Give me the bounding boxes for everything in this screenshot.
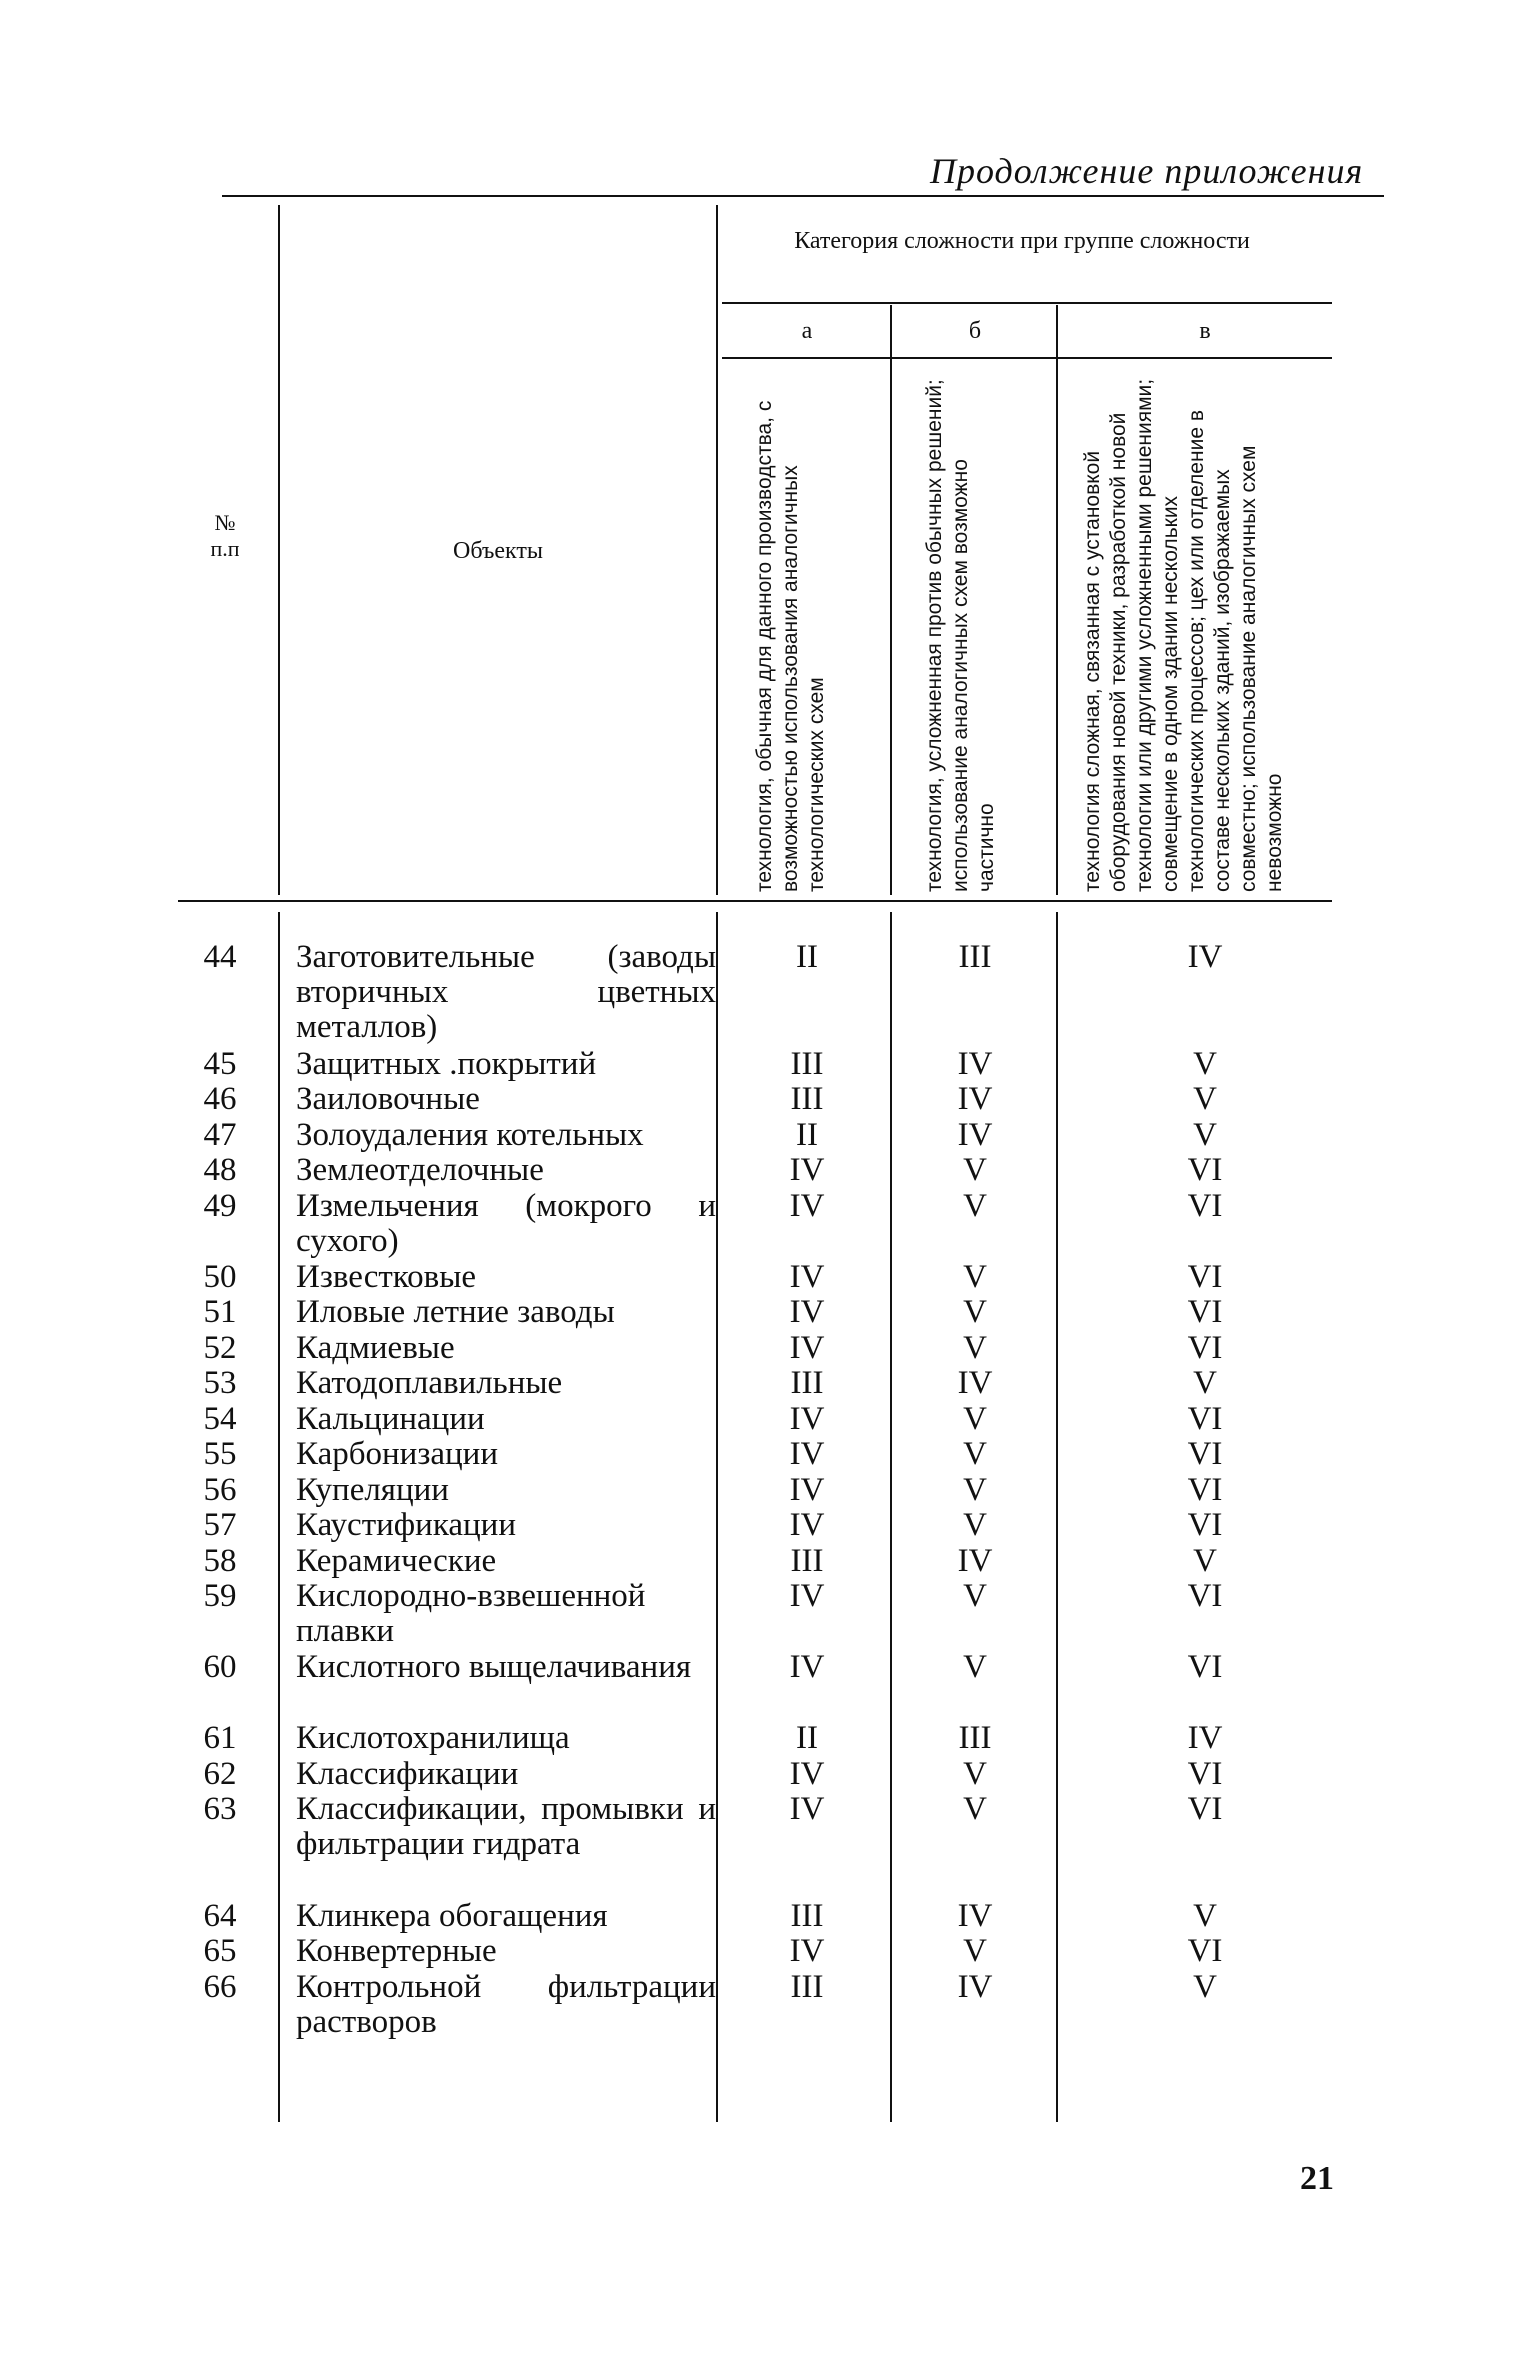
category-b: V bbox=[963, 1152, 987, 1188]
category-a: IV bbox=[789, 1258, 825, 1295]
category-c: IV bbox=[1187, 1720, 1223, 1756]
category-a: III bbox=[790, 1365, 824, 1401]
category-a: II bbox=[796, 939, 818, 975]
category-b: V bbox=[963, 1578, 987, 1614]
category-b: IV bbox=[957, 1045, 993, 1082]
category-c: V bbox=[1193, 1045, 1217, 1082]
category-a: III bbox=[790, 1897, 824, 1934]
desc-a-cell bbox=[752, 362, 862, 892]
object-name: Землеотделочные bbox=[296, 1152, 544, 1188]
col-rule-1-body bbox=[278, 912, 280, 2122]
object-name: Классификации bbox=[296, 1755, 519, 1792]
row-number: 58 bbox=[203, 1542, 237, 1579]
row-number: 50 bbox=[203, 1258, 237, 1295]
category-c: VI bbox=[1187, 1755, 1223, 1792]
category-c: V bbox=[1193, 1897, 1217, 1934]
row-number: 53 bbox=[203, 1365, 237, 1401]
category-b: V bbox=[963, 1294, 987, 1330]
row-number: 62 bbox=[203, 1755, 237, 1792]
category-b: IV bbox=[957, 1897, 993, 1934]
object-name: Кадмиевые bbox=[296, 1329, 455, 1366]
row-number: 47 bbox=[203, 1116, 237, 1153]
row-number: 55 bbox=[203, 1436, 237, 1472]
object-name: Кислородно-взвешенной плавки bbox=[296, 1578, 646, 1649]
category-b: IV bbox=[957, 1081, 993, 1117]
desc-c: технология сложная, связанная с установкой оборудования новой техники, разработкой новой технологии или другими усложненными решениями; совмещение в одном здании нескольких технологических процессов; цех или отделение в составе нескольких зданий, изображаемых совместно; использование аналогичных схем невозможно bbox=[1081, 378, 1286, 892]
category-c: V bbox=[1193, 1542, 1217, 1579]
header-bottom-rule bbox=[178, 900, 1332, 902]
object-name: Каустификации bbox=[296, 1507, 516, 1543]
object-name: Иловые летние заводы bbox=[296, 1294, 615, 1330]
running-head: Продолжение приложения bbox=[930, 151, 1364, 191]
col-rule-2-body bbox=[716, 912, 718, 2122]
header-number-label: № п.п bbox=[210, 510, 240, 561]
header-category-title: Категория сложности при группе сложности bbox=[794, 228, 1250, 254]
category-a: IV bbox=[789, 1791, 825, 1827]
col-rule-3-header bbox=[890, 305, 892, 895]
category-b: V bbox=[963, 1436, 987, 1472]
row-number: 45 bbox=[203, 1045, 237, 1082]
category-c: VI bbox=[1187, 1329, 1223, 1366]
desc-b: технология, усложненная против обычных решений; использование аналогичных схем возможно частично bbox=[923, 379, 998, 892]
header-sub-c: в bbox=[1199, 318, 1211, 344]
category-c: VI bbox=[1187, 1791, 1223, 1827]
object-name: Классификации, промывки и фильтрации гидрата bbox=[296, 1791, 716, 1862]
category-a: III bbox=[790, 1081, 824, 1117]
desc-c-cell bbox=[1080, 362, 1320, 892]
category-b: IV bbox=[957, 1968, 993, 2005]
top-rule bbox=[222, 195, 1384, 197]
row-number: 59 bbox=[203, 1578, 237, 1614]
category-a: IV bbox=[789, 1187, 825, 1224]
row-number: 57 bbox=[203, 1507, 237, 1543]
object-name: Известковые bbox=[296, 1258, 477, 1295]
category-a: IV bbox=[789, 1578, 825, 1614]
category-c: V bbox=[1193, 1968, 1217, 2005]
object-name: Защитных .покрытий bbox=[296, 1045, 597, 1082]
category-a: II bbox=[796, 1720, 818, 1756]
category-c: VI bbox=[1187, 1507, 1223, 1543]
category-b: V bbox=[963, 1471, 987, 1508]
category-b: V bbox=[963, 1649, 987, 1685]
category-a: IV bbox=[789, 1294, 825, 1330]
col-rule-4-header bbox=[1056, 305, 1058, 895]
desc-b-cell bbox=[922, 362, 1032, 892]
row-number: 49 bbox=[203, 1187, 237, 1224]
object-name: Катодоплавильные bbox=[296, 1365, 563, 1401]
category-a: IV bbox=[789, 1400, 825, 1437]
object-name: Клинкера обогащения bbox=[296, 1897, 608, 1934]
category-b: V bbox=[963, 1755, 987, 1792]
category-a: IV bbox=[789, 1933, 825, 1969]
col-rule-4-body bbox=[1056, 912, 1058, 2122]
desc-a: технология, обычная для данного производства, с возможностью использования аналогичных технологических схем bbox=[753, 400, 828, 892]
category-a: IV bbox=[789, 1471, 825, 1508]
object-name: Золоудаления котельных bbox=[296, 1116, 644, 1153]
row-number: 48 bbox=[203, 1152, 237, 1188]
object-name: Карбонизации bbox=[296, 1436, 498, 1472]
category-a: III bbox=[790, 1045, 824, 1082]
category-b: IV bbox=[957, 1116, 993, 1153]
object-name: Измельчения (мокрого и сухого) bbox=[296, 1187, 716, 1259]
category-c: VI bbox=[1187, 1649, 1223, 1685]
category-b: V bbox=[963, 1258, 987, 1295]
category-b: V bbox=[963, 1400, 987, 1437]
category-a: IV bbox=[789, 1755, 825, 1792]
category-rule bbox=[722, 302, 1332, 304]
category-b: V bbox=[963, 1329, 987, 1366]
object-name: Заиловочные bbox=[296, 1081, 480, 1117]
object-name: Кислотного выщелачивания bbox=[296, 1649, 692, 1685]
header-objects-label: Объекты bbox=[453, 538, 543, 564]
category-c: V bbox=[1193, 1365, 1217, 1401]
category-b: V bbox=[963, 1507, 987, 1543]
category-b: III bbox=[958, 1720, 992, 1756]
category-b: V bbox=[963, 1933, 987, 1969]
col-rule-1-header bbox=[278, 205, 280, 895]
category-c: VI bbox=[1187, 1578, 1223, 1614]
category-a: IV bbox=[789, 1329, 825, 1366]
object-name: Кальцинации bbox=[296, 1400, 485, 1437]
category-b: V bbox=[963, 1791, 987, 1827]
category-b: V bbox=[963, 1187, 987, 1224]
category-a: IV bbox=[789, 1436, 825, 1472]
row-number: 64 bbox=[203, 1897, 237, 1934]
category-c: VI bbox=[1187, 1933, 1223, 1969]
row-number: 66 bbox=[203, 1968, 237, 2005]
row-number: 51 bbox=[203, 1294, 237, 1330]
category-c: VI bbox=[1187, 1258, 1223, 1295]
row-number: 44 bbox=[203, 939, 237, 975]
object-name: Заготовительные (заводы вторичных цветных металлов) bbox=[296, 939, 716, 1045]
category-c: VI bbox=[1187, 1294, 1223, 1330]
category-b: IV bbox=[957, 1365, 993, 1401]
category-c: VI bbox=[1187, 1400, 1223, 1437]
object-name: Керамические bbox=[296, 1542, 497, 1579]
category-a: II bbox=[796, 1116, 818, 1153]
category-a: III bbox=[790, 1968, 824, 2005]
row-number: 54 bbox=[203, 1400, 237, 1437]
object-name: Купеляции bbox=[296, 1471, 449, 1508]
category-a: IV bbox=[789, 1152, 825, 1188]
header-sub-b: б bbox=[968, 318, 982, 344]
category-c: V bbox=[1193, 1081, 1217, 1117]
sub-header-rule bbox=[722, 357, 1332, 359]
category-c: VI bbox=[1187, 1152, 1223, 1188]
category-b: IV bbox=[957, 1542, 993, 1579]
category-c: VI bbox=[1187, 1471, 1223, 1508]
row-number: 60 bbox=[203, 1649, 237, 1685]
header-sub-a: а bbox=[801, 318, 813, 344]
row-number: 52 bbox=[203, 1329, 237, 1366]
category-c: VI bbox=[1187, 1436, 1223, 1472]
row-number: 61 bbox=[203, 1720, 237, 1756]
col-rule-2-header bbox=[716, 205, 718, 895]
category-c: V bbox=[1193, 1116, 1217, 1153]
category-a: III bbox=[790, 1542, 824, 1579]
row-number: 46 bbox=[203, 1081, 237, 1117]
row-number: 65 bbox=[203, 1933, 237, 1969]
object-name: Конвертерные bbox=[296, 1933, 497, 1969]
object-name: Кислотохранилища bbox=[296, 1720, 570, 1756]
category-a: IV bbox=[789, 1649, 825, 1685]
row-number: 56 bbox=[203, 1471, 237, 1508]
object-name: Контрольной фильтрации растворов bbox=[296, 1968, 716, 2040]
category-a: IV bbox=[789, 1507, 825, 1543]
category-b: III bbox=[958, 939, 992, 975]
category-c: VI bbox=[1187, 1187, 1223, 1224]
page-number: 21 bbox=[1300, 2160, 1334, 2197]
row-number: 63 bbox=[203, 1791, 237, 1827]
category-c: IV bbox=[1187, 939, 1223, 975]
